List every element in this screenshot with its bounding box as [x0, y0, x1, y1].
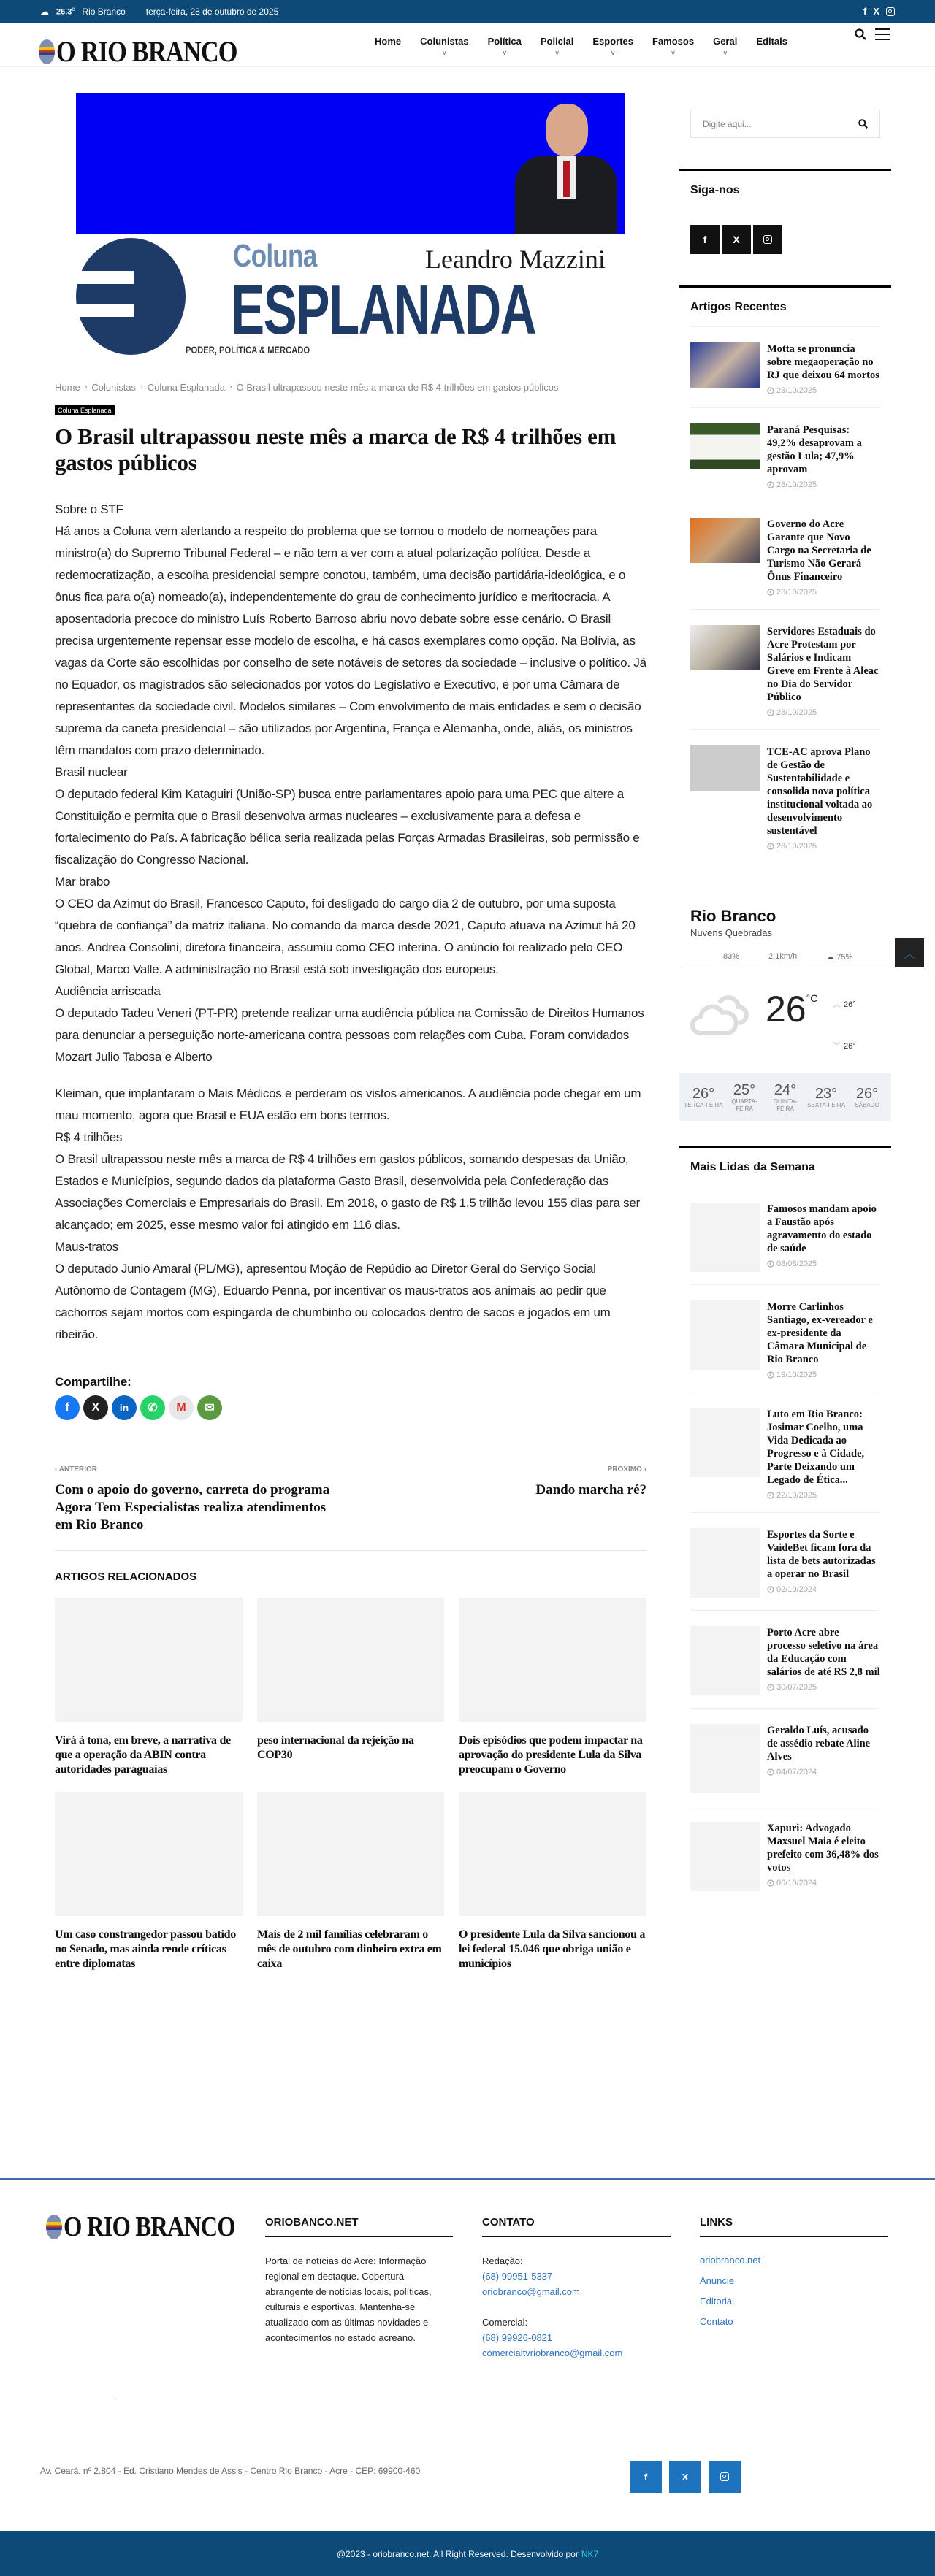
most-read-title: Mais Lidas da Semana — [690, 1161, 815, 1173]
chevron-right-icon: › — [84, 383, 88, 391]
related-article-title[interactable]: Mais de 2 mil famílias celebraram o mês de outubro com dinheiro extra em caixa — [257, 1928, 442, 1970]
recent-article-date: 28/10/2025 — [776, 708, 817, 717]
most-read-date-row — [767, 1683, 880, 1692]
related-article-image[interactable] — [55, 1598, 243, 1722]
footer-link[interactable]: Contato — [700, 2316, 733, 2327]
banner-tagline: PODER, POLÍTICA & MERCADO — [186, 344, 310, 356]
clock-icon — [767, 709, 774, 716]
facebook-share-icon[interactable]: f — [55, 1395, 80, 1420]
back-to-top-button[interactable] — [895, 938, 924, 967]
nav-item[interactable] — [365, 36, 411, 56]
chevron-down-icon: v — [671, 49, 675, 56]
newsroom-phone[interactable]: (68) 99951-5337 — [482, 2271, 553, 2282]
weather-humidity: 83% — [723, 952, 740, 961]
article-paragraph: R$ 4 trilhões — [55, 1130, 123, 1144]
article-paragraph: Kleiman, que implantaram o Mais Médicos e perderam os vistos americanos. A audiência pode chegar em um mau momento, agora que Brasil e EUA estão em bons termos. — [55, 1086, 641, 1122]
forecast-day — [766, 1082, 805, 1113]
forecast-day — [847, 1086, 887, 1109]
related-article-title[interactable]: Dois episódios que podem impactar na aprovação do presidente Lula da Silva preocupam o Governo — [459, 1734, 643, 1776]
most-read-article[interactable] — [690, 1806, 880, 1904]
most-read-article[interactable] — [690, 1285, 880, 1392]
related-article[interactable] — [257, 1792, 444, 1986]
footer-contact — [482, 2215, 671, 2361]
cloud-icon: ☁ — [826, 952, 835, 962]
top-temperature — [56, 6, 75, 17]
most-read-date: 22/10/2025 — [776, 1491, 817, 1500]
nav-item-label: Política — [487, 36, 522, 47]
chevron-down-icon: v — [611, 49, 615, 56]
most-read-date-row — [767, 1260, 880, 1268]
recent-article[interactable] — [690, 327, 880, 408]
forecast-day — [725, 1082, 764, 1113]
site-header — [0, 23, 935, 67]
most-read-date: 04/07/2024 — [776, 1768, 817, 1776]
related-article[interactable] — [257, 1598, 444, 1792]
most-read-date-row — [767, 1371, 880, 1379]
nav-item[interactable] — [531, 36, 584, 56]
recent-article[interactable] — [690, 730, 880, 863]
temp-value: 26.3 — [56, 7, 72, 17]
most-read-title-text[interactable]: Morre Carlinhos Santiago, ex-vereador e ex-presidente da Câmara Municipal de Rio Branco — [767, 1301, 873, 1365]
most-read-title-text[interactable]: Luto em Rio Branco: Josimar Coelho, uma Vida Dedicada ao Progresso e à Cidade, Parte Deixando um Legado de Ética... — [767, 1408, 865, 1486]
most-read-thumbnail[interactable] — [690, 1528, 760, 1598]
follow-title: Siga-nos — [690, 184, 740, 196]
footer-rule — [482, 2236, 671, 2237]
widget-divider — [679, 285, 891, 288]
site-logo[interactable] — [39, 35, 267, 68]
article-paragraph: Maus-tratos — [55, 1240, 118, 1254]
breadcrumb-colunistas[interactable]: Colunistas — [91, 381, 137, 393]
recent-article-date-row — [767, 588, 880, 597]
footer-rule — [700, 2236, 888, 2237]
widget-divider — [679, 1146, 891, 1148]
nav-item[interactable] — [478, 36, 531, 56]
nav-item[interactable] — [411, 36, 478, 56]
top-city: Rio Branco — [82, 6, 126, 17]
clock-icon — [767, 1492, 774, 1499]
chevron-up-icon: ︿ — [903, 948, 915, 961]
article-paragraph: Há anos a Coluna vem alertando a respeito do problema que se tornou o modelo de nomeações para ministro(a) do Supremo Tribunal Federal – e não tem a ver com a atual polarização política. Desde a redemocratização, a escolha presidencial sempre conotou, também, uma decisão partidária-ideológica, e o ônus fica para o(a) nomeado(a), independentemente do grau de conhecimento jurídico e meritocracia. A aposentadoria precoce do ministro Luís Roberto Barroso abriu novo debate sobre esse cenário. O Brasil precisa urgentemente repensar esse modelo de escolha, e há casos exemplares como opção. Na Bolívia, as vagas da Corte são escolhidas por conselho de sete notáveis de setores da sociedade – inclusive o político. Já no Equador, os magistrados são selecionados por votos do Legislativo e Executivo, e por uma Câmara de representantes da sociedade civil. Modelos similares – Com envolvimento de mais entidades e sem o decisão suprema da caneta presidencial – são utilizados por Argentina, França e Alemanha, onde, aliás, os ministros têm mandatos com prazo determinado. — [55, 524, 646, 757]
weather-forecast — [679, 1073, 891, 1121]
x-icon[interactable]: X — [722, 225, 751, 254]
most-read-thumbnail[interactable] — [690, 1300, 760, 1370]
clock-icon — [767, 481, 774, 488]
menu-icon[interactable] — [875, 28, 890, 40]
chevron-down-icon — [375, 49, 401, 56]
footer-about-title: ORIOBANCO.NET — [265, 2216, 359, 2228]
most-read-thumbnail[interactable] — [690, 1408, 760, 1477]
x-icon[interactable]: X — [873, 6, 879, 17]
facebook-icon[interactable]: f — [630, 2461, 662, 2493]
banner-esplanada: ESPLANADA — [231, 271, 536, 349]
logo-globe-icon — [46, 2215, 62, 2239]
next-label-text: PROXIMO — [607, 1465, 642, 1473]
clock-icon — [767, 1684, 774, 1691]
recent-article-title[interactable]: Governo do Acre Garante que Novo Cargo na Secretaria de Turismo Não Gerará Ônus Financeiro — [767, 518, 871, 583]
related-article-title[interactable]: Um caso constrangedor passou batido no Senado, mas ainda rende críticas entre diplomatas — [55, 1928, 236, 1970]
most-read-title-text[interactable]: Xapuri: Advogado Maxsuel Maia é eleito prefeito com 36,48% dos votos — [767, 1822, 879, 1874]
chevron-down-icon — [756, 49, 787, 56]
footer-about-text: Portal de notícias do Acre: Informação regional em destaque. Cobertura abrangente de notícias locais, políticas, culturais e esportivas. Mantenha-se atualizado com as últimas novidades e acontecimentos no estado acreano. — [265, 2255, 432, 2343]
most-read-date: 02/10/2024 — [776, 1585, 817, 1594]
article-title: O Brasil ultrapassou neste mês a marca de R$ 4 trilhões em gastos públicos — [55, 423, 617, 475]
logo-text: O RIO BRANCO — [56, 35, 237, 68]
recent-article-date: 28/10/2025 — [776, 842, 817, 851]
footer-contact-block — [482, 2253, 671, 2361]
clock-icon — [767, 1768, 774, 1776]
recent-article[interactable] — [690, 610, 880, 730]
related-article-image[interactable] — [55, 1792, 243, 1916]
nav-item[interactable] — [703, 36, 747, 56]
recent-article-date: 28/10/2025 — [776, 588, 817, 597]
footer-links-list — [700, 2250, 888, 2332]
clock-icon — [767, 1586, 774, 1593]
page-content — [0, 67, 935, 2177]
breadcrumb-coluna-esplanada[interactable]: Coluna Esplanada — [147, 381, 225, 393]
weather-stats — [679, 946, 891, 967]
footer-links — [700, 2215, 888, 2332]
clock-icon — [767, 1371, 774, 1379]
article-paragraph: O deputado federal Kim Kataguiri (União-SP) busca entre parlamentares apoio para uma PEC que altere a Constituição e permita que o Brasil desenvolva armas nucleares – exclusivamente para a defesa e fortalecimento do País. A fabricação bélica seria realizada pelas Forças Armadas Brasileiras, sob permissão e fiscalização do Congresso Nacional. — [55, 787, 640, 867]
weather-wind: 2.1km/h — [768, 952, 798, 961]
most-read-title-text[interactable]: Geraldo Luís, acusado de assédio rebate Aline Alves — [767, 1725, 871, 1763]
recent-articles — [690, 327, 880, 863]
widget-divider — [679, 169, 891, 171]
most-read-date-row — [767, 1879, 880, 1887]
copyright-bar — [0, 2531, 935, 2576]
footer-rule — [265, 2236, 453, 2237]
previous-label: ‹ ANTERIOR — [55, 1465, 97, 1473]
recent-article-date-row — [767, 708, 880, 717]
related-article-image[interactable] — [459, 1598, 646, 1722]
weather-low-row — [833, 1040, 856, 1051]
most-read-date: 08/08/2025 — [776, 1260, 817, 1268]
chevron-down-icon: v — [723, 49, 727, 56]
footer-about — [265, 2215, 453, 2345]
forecast-day — [806, 1086, 846, 1109]
weather-description: Nuvens Quebradas — [690, 927, 773, 938]
recent-article[interactable] — [690, 502, 880, 610]
article-paragraph: Sobre o STF — [55, 502, 123, 516]
newsroom-email[interactable]: oriobranco@gmail.com — [482, 2286, 580, 2297]
related-heading: ARTIGOS RELACIONADOS — [55, 1571, 197, 1583]
next-post-title[interactable]: Dando marcha ré? — [535, 1482, 646, 1498]
clock-icon — [767, 387, 774, 394]
related-article-title[interactable]: O presidente Lula da Silva sancionou a lei federal 15.046 que obriga união e municípios — [459, 1928, 646, 1970]
related-articles — [55, 1598, 646, 1986]
recent-article-thumbnail[interactable] — [690, 423, 760, 469]
forecast-day — [684, 1086, 723, 1109]
linkedin-share-icon[interactable]: in — [112, 1395, 137, 1420]
most-read-date-row — [767, 1768, 880, 1776]
weather-high-row — [833, 998, 856, 1010]
developer-link[interactable]: NK7 — [581, 2548, 599, 2559]
search-icon[interactable] — [855, 28, 866, 40]
copyright-text: @2023 - oriobranco.net. All Right Reserved. Desenvolvido por — [336, 2548, 579, 2559]
most-read-thumbnail[interactable] — [690, 1822, 760, 1891]
article-paragraph: O deputado Tadeu Veneri (PT-PR) pretende realizar uma audiência pública na Comissão de Direitos Humanos para denunciar a perseguição norte-americana contra pessoas com relações com Cuba. Foram convidados Mozart Julio Tabosa e Alberto — [55, 1006, 644, 1064]
chevron-right-icon: › — [229, 383, 232, 391]
nav-item-label: Geral — [713, 36, 738, 47]
columnist-photo — [515, 93, 617, 234]
nav-item-label: Home — [375, 36, 402, 47]
forecast-temp: 26° — [855, 1085, 879, 1102]
weather-widget — [684, 907, 880, 1121]
weather-clouds-row — [826, 952, 852, 962]
clock-icon — [767, 843, 774, 850]
most-read-article[interactable] — [690, 1611, 880, 1709]
recent-article-thumbnail[interactable] — [690, 518, 760, 563]
weather-high: 26° — [844, 1000, 856, 1009]
recent-article-date: 28/10/2025 — [776, 480, 817, 489]
gmail-share-icon[interactable]: M — [169, 1395, 194, 1420]
recent-title: Artigos Recentes — [690, 301, 787, 313]
nav-item-label: Editais — [756, 36, 787, 47]
chevron-down-icon: v — [503, 49, 506, 56]
most-read-thumbnail[interactable] — [690, 1203, 760, 1272]
share-buttons — [55, 1395, 646, 1420]
search-icon[interactable] — [858, 119, 868, 129]
related-article[interactable] — [55, 1598, 243, 1792]
breadcrumb — [55, 380, 646, 394]
article-paragraph: Mar brabo — [55, 875, 110, 889]
weather-cloud-icon: ☁ — [40, 6, 49, 17]
footer-address: Av. Ceará, nº 2.804 - Ed. Cristiano Mendes de Assis - Centro Rio Branco - Acre - CEP: 69900-460 — [40, 2466, 421, 2476]
top-date: terça-feira, 28 de outubro de 2025 — [145, 6, 279, 17]
nav-item-label: Famosos — [652, 36, 695, 47]
recent-article-thumbnail[interactable] — [690, 745, 760, 791]
most-read-date-row — [767, 1585, 880, 1594]
article-paragraph: O CEO da Azimut do Brasil, Francesco Caputo, foi desligado do cargo dia 2 de outubro, por uma suposta “quebra de confiança” da matriz italiana. No comando da marca desde 2021, Caputo atuava na Azimut há 20 anos. Andrea Consolini, diretora financeira, assumiu como CEO interina. O anúncio foi realizado pelo CEO Global, Marco Valle. A administração no Brasil está sob investigação dos europeus. — [55, 897, 636, 976]
related-article-image[interactable] — [459, 1792, 646, 1916]
site-footer — [0, 2178, 935, 2575]
nav-item-label: Colunistas — [420, 36, 469, 47]
post-navigation — [55, 1464, 646, 1535]
banner-author: Leandro Mazzini — [425, 245, 606, 274]
breadcrumb-home[interactable]: Home — [55, 381, 80, 393]
forecast-day-label: QUINTA-FEIRA — [773, 1097, 798, 1112]
recent-article-thumbnail[interactable] — [690, 625, 760, 670]
article-paragraph: O Brasil ultrapassou neste mês a marca de R$ 4 trilhões em gastos públicos, somando despesas da União, Estados e Municípios, segundo dados da plataforma Gasto Brasil, desenvolvida pela Confederação das Associações Comerciais e Empresariais do Brasil. Em 2018, o gasto de R$ 1,5 trilhão levou 155 dias para ser alcançado; em 2025, esse mesmo valor foi atingido em 116 dias. — [55, 1152, 640, 1232]
facebook-icon[interactable]: f — [863, 6, 867, 17]
x-share-icon[interactable]: X — [83, 1395, 108, 1420]
breadcrumb-current: O Brasil ultrapassou neste mês a marca de R$ 4 trilhões em gastos públicos — [236, 381, 559, 393]
instagram-icon[interactable] — [709, 2461, 741, 2493]
footer-contact-title: CONTATO — [482, 2216, 535, 2228]
related-article[interactable] — [55, 1792, 243, 1986]
chevron-down-icon: ︾ — [833, 1042, 841, 1051]
cloudy-icon — [690, 995, 750, 1035]
facebook-icon[interactable]: f — [690, 225, 720, 254]
recent-article-date-row — [767, 480, 880, 489]
forecast-temp: 24° — [774, 1081, 797, 1098]
footer-logo-text: O RIO BRANCO — [64, 2212, 235, 2242]
recent-article-date-row — [767, 386, 880, 395]
related-article-title[interactable]: peso internacional da rejeição na COP30 — [257, 1734, 414, 1761]
recent-article-date: 28/10/2025 — [776, 386, 817, 395]
forecast-day-label: SÁBADO — [855, 1101, 879, 1108]
weather-unit: °C — [806, 992, 818, 1004]
previous-post-title[interactable]: Com o apoio do governo, carreta do programa Agora Tem Especialistas realiza atendimentos em Rio Branco — [55, 1482, 330, 1533]
nav-item-label: Policial — [540, 36, 574, 47]
newsroom-label: Redação: — [482, 2255, 523, 2266]
most-read-article[interactable] — [690, 1187, 880, 1285]
recent-article-thumbnail[interactable] — [690, 342, 760, 388]
nav-item[interactable] — [747, 36, 797, 56]
recent-article-title[interactable]: Servidores Estaduais do Acre Protestam por Salários e Indicam Greve em Frente à Aleac no Dia do Servidor Público — [767, 626, 879, 703]
logo-globe-icon — [39, 39, 55, 64]
most-read-articles — [690, 1187, 880, 1904]
category-badge[interactable]: Coluna Esplanada — [55, 405, 115, 415]
sidebar — [684, 67, 880, 1904]
recent-article-title[interactable]: Paraná Pesquisas: 49,2% desaprovam a gestão Lula; 47,9% aprovam — [767, 424, 862, 475]
divider — [55, 1550, 646, 1551]
article-paragraph: O deputado Junio Amaral (PL/MG), apresentou Moção de Repúdio ao Diretor Geral do Serviço Social Autônomo de Contagem (MG), Eduardo Penna, por incentivar os maus-tratos aos animais ao pedir que cachorros sejam mortos com espingarda de chumbinho ou colocados dentro de sacos e jogados em um ribeirão. — [55, 1262, 611, 1341]
chevron-down-icon: v — [555, 49, 559, 56]
clock-icon — [767, 1260, 774, 1268]
related-article[interactable] — [459, 1598, 646, 1792]
footer-links-title: LINKS — [700, 2216, 733, 2228]
clock-icon — [767, 589, 774, 596]
related-article[interactable] — [459, 1792, 646, 1986]
previous-label-text: ANTERIOR — [58, 1465, 97, 1473]
temp-unit: c — [72, 6, 75, 13]
most-read-title-text[interactable]: Esportes da Sorte e VaideBet ficam fora da lista de bets autorizadas a operar no Brasil — [767, 1529, 876, 1580]
recent-article-title[interactable]: TCE-AC aprova Plano de Gestão de Sustentabilidade e consolida nova política institucional voltada ao desenvolvimento sustentável — [767, 746, 873, 837]
most-read-article[interactable] — [690, 1392, 880, 1513]
nav-item[interactable] — [643, 36, 703, 56]
footer-logo[interactable] — [46, 2214, 263, 2240]
most-read-date: 30/07/2025 — [776, 1683, 817, 1692]
most-read-thumbnail[interactable] — [690, 1724, 760, 1793]
x-icon[interactable]: X — [669, 2461, 701, 2493]
article-paragraph: Audiência arriscada — [55, 984, 161, 998]
recent-article[interactable] — [690, 408, 880, 502]
most-read-thumbnail[interactable] — [690, 1626, 760, 1695]
weather-temp — [766, 988, 817, 1030]
footer-link[interactable]: Editorial — [700, 2296, 734, 2307]
forecast-temp: 26° — [692, 1085, 715, 1102]
chevron-right-icon: › — [140, 383, 143, 391]
weather-city: Rio Branco — [690, 907, 776, 925]
footer-link[interactable]: oriobranco.net — [700, 2255, 761, 2266]
next-label: PROXIMO › — [607, 1465, 646, 1473]
related-article-image[interactable] — [257, 1792, 444, 1916]
instagram-icon[interactable] — [753, 225, 782, 254]
commercial-label: Comercial: — [482, 2317, 528, 2328]
follow-buttons — [690, 225, 880, 254]
share-label: Compartilhe: — [55, 1375, 131, 1389]
chevron-up-icon: ︽ — [833, 1000, 841, 1009]
search-input[interactable] — [690, 110, 880, 138]
footer-social — [630, 2461, 741, 2493]
forecast-day-label: QUARTA-FEIRA — [731, 1097, 757, 1112]
most-read-date-row — [767, 1491, 880, 1500]
most-read-title-text[interactable]: Famosos mandam apoio a Faustão após agravamento do estado de saúde — [767, 1203, 877, 1254]
weather-temp-value: 26 — [766, 989, 806, 1030]
article-body — [55, 499, 646, 1346]
main-column — [55, 67, 646, 1986]
main-nav — [365, 36, 797, 56]
nav-item-label: Esportes — [592, 36, 634, 47]
commercial-email[interactable]: comercialtvriobranco@gmail.com — [482, 2347, 623, 2358]
recent-article-date-row — [767, 842, 880, 851]
most-read-title-text[interactable]: Porto Acre abre processo seletivo na área da Educação com salários de até R$ 2,8 mil — [767, 1627, 880, 1678]
weather-low: 26° — [844, 1042, 856, 1051]
search-placeholder: Digite aqui... — [703, 118, 752, 129]
forecast-day-label: SEXTA-FEIRA — [807, 1101, 845, 1108]
most-read-article[interactable] — [690, 1513, 880, 1611]
nav-item[interactable] — [583, 36, 643, 56]
next-post[interactable] — [369, 1464, 646, 1535]
most-read-date: 19/10/2025 — [776, 1371, 817, 1379]
weather-current — [690, 967, 880, 1073]
top-bar — [0, 0, 935, 23]
previous-post[interactable] — [55, 1464, 332, 1535]
banner-coluna: Coluna — [233, 238, 317, 274]
forecast-temp: 23° — [814, 1085, 838, 1102]
forecast-temp: 25° — [733, 1081, 756, 1098]
related-article-title[interactable]: Virá à tona, em breve, a narrativa de que a operação da ABIN contra autoridades paraguaias — [55, 1734, 231, 1776]
instagram-icon[interactable] — [886, 7, 895, 16]
clock-icon — [767, 1879, 774, 1887]
email-share-icon[interactable]: ✉ — [197, 1395, 222, 1420]
commercial-phone[interactable]: (68) 99926-0821 — [482, 2332, 553, 2343]
esplanada-logo-mark — [76, 238, 186, 355]
forecast-day-label: TERÇA-FEIRA — [684, 1101, 723, 1108]
footer-link[interactable]: Anuncie — [700, 2275, 734, 2286]
column-banner — [76, 93, 625, 358]
chevron-down-icon: v — [443, 49, 446, 56]
weather-clouds: 75% — [836, 952, 853, 962]
related-article-image[interactable] — [257, 1598, 444, 1722]
recent-article-title[interactable]: Motta se pronuncia sobre megaoperação no RJ que deixou 64 mortos — [767, 343, 879, 381]
most-read-article[interactable] — [690, 1709, 880, 1806]
whatsapp-share-icon[interactable]: ✆ — [140, 1395, 165, 1420]
most-read-date: 06/10/2024 — [776, 1879, 817, 1887]
article-paragraph: Brasil nuclear — [55, 765, 128, 779]
